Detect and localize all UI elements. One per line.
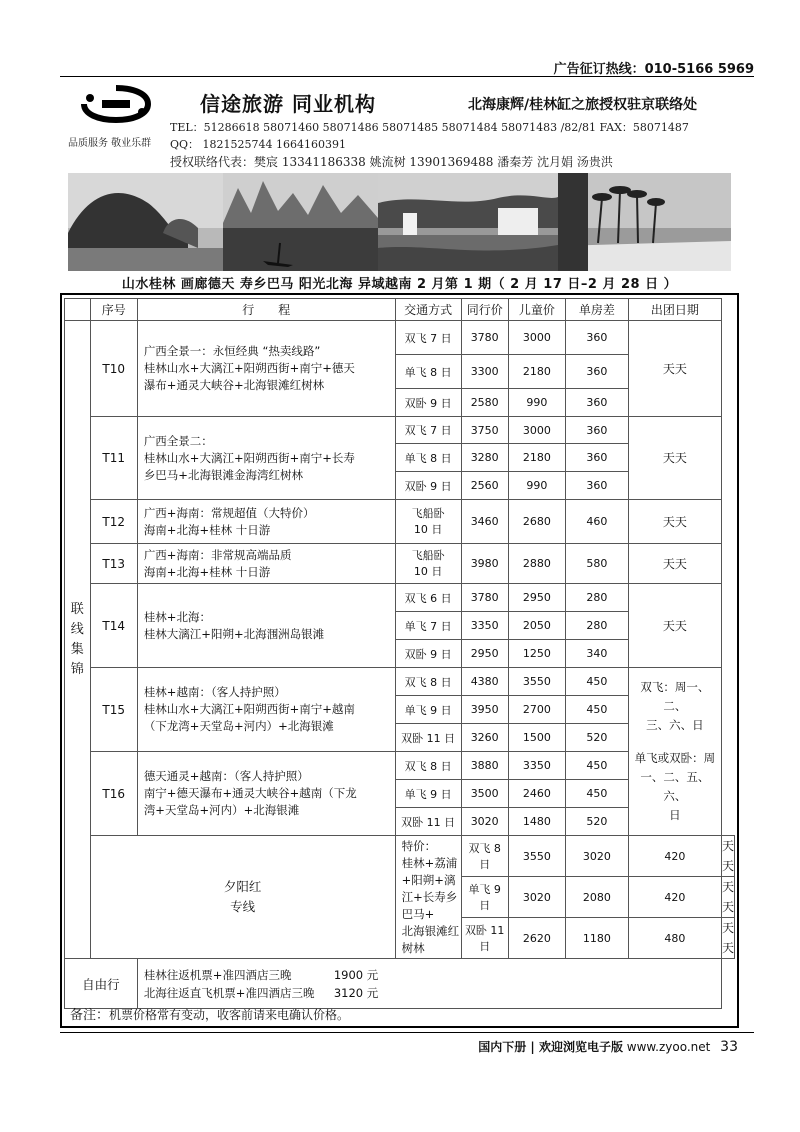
detian-waterfall-photo [378, 173, 558, 271]
table-row [65, 544, 735, 584]
elephant-trunk-hill-photo [68, 173, 223, 271]
child-price: 3550 [508, 668, 565, 696]
transport: 双卧 11 日 [461, 918, 508, 959]
child-price: 1250 [508, 640, 565, 668]
departure-dates: 天天 [628, 417, 721, 500]
beihai-beach-photo [558, 173, 731, 271]
child-price: 3000 [508, 321, 565, 355]
trade-price: 3880 [461, 752, 508, 780]
transport: 单飞 7 日 [395, 612, 461, 640]
single-supplement: 360 [565, 472, 628, 500]
single-supplement: 580 [565, 544, 628, 584]
trade-price: 3550 [508, 836, 565, 877]
child-price: 2700 [508, 696, 565, 724]
departure-dates: 天天 [721, 836, 734, 877]
transport: 双飞 8 日 [395, 752, 461, 780]
trade-price: 3300 [461, 355, 508, 389]
child-price: 3000 [508, 417, 565, 444]
child-price: 2180 [508, 444, 565, 472]
transport: 双卧 11 日 [395, 808, 461, 836]
table-row [65, 321, 735, 355]
trade-price: 3980 [461, 544, 508, 584]
single-supplement: 460 [565, 500, 628, 544]
table-row [65, 959, 735, 1009]
transport: 双卧 9 日 [395, 389, 461, 417]
tour-code: T12 [90, 500, 137, 544]
trade-price: 3280 [461, 444, 508, 472]
tour-code: T16 [90, 752, 137, 836]
free-travel-label: 自由行 [65, 959, 138, 1009]
table-row [65, 500, 735, 544]
single-supplement: 450 [565, 696, 628, 724]
transport: 单飞 9 日 [461, 877, 508, 918]
tour-code: T11 [90, 417, 137, 500]
transport: 双飞 8 日 [461, 836, 508, 877]
single-supplement: 520 [565, 808, 628, 836]
transport: 单飞 9 日 [395, 780, 461, 808]
top-divider [60, 76, 754, 77]
tour-route: 桂林+北海： 桂林大漓江+阳朔+北海涠洲岛银滩 [137, 584, 395, 668]
child-price: 2460 [508, 780, 565, 808]
child-price: 990 [508, 472, 565, 500]
transport: 飞船卧 10 日 [395, 500, 461, 544]
child-price: 3020 [565, 836, 628, 877]
col-header-trade-price: 同行价 [461, 299, 508, 321]
child-price: 2080 [565, 877, 628, 918]
single-supplement: 280 [565, 584, 628, 612]
remarks [70, 1004, 349, 1023]
departure-dates: 天天 [628, 500, 721, 544]
page-footer [478, 1038, 738, 1055]
table-header-row [65, 299, 735, 321]
single-supplement: 450 [565, 668, 628, 696]
trade-price: 2560 [461, 472, 508, 500]
tour-code: T13 [90, 544, 137, 584]
transport: 双卧 9 日 [395, 640, 461, 668]
child-price: 1500 [508, 724, 565, 752]
transport: 双飞 7 日 [395, 417, 461, 444]
departure-dates: 天天 [628, 321, 721, 417]
single-supplement: 450 [565, 780, 628, 808]
office-name: 北海康辉/桂林缸之旅授权驻京联络处 [468, 97, 698, 113]
trade-price: 4380 [461, 668, 508, 696]
trade-price: 3260 [461, 724, 508, 752]
tour-route: 广西全景一：永恒经典 “热卖线路” 桂林山水+大漓江+阳朔西街+南宁+德天 瀑布+通灵大峡谷+北海银滩红树林 [137, 321, 395, 417]
li-river-photo [223, 173, 378, 271]
agency-name: 信途旅游 同业机构 [200, 92, 376, 116]
transport: 双卧 11 日 [395, 724, 461, 752]
trade-price: 3020 [508, 877, 565, 918]
free-travel-packages: 桂林往返机票+准四酒店三晚 1900 元 北海往返直飞机票+准四酒店三晚 3120 元 [137, 959, 721, 1009]
single-supplement: 280 [565, 612, 628, 640]
remarks-label: 备注： [70, 1008, 110, 1023]
trade-price: 3750 [461, 417, 508, 444]
single-supplement: 420 [628, 877, 721, 918]
single-supplement: 520 [565, 724, 628, 752]
trade-price: 3460 [461, 500, 508, 544]
scenery-photo-strip [68, 173, 731, 271]
child-price: 1480 [508, 808, 565, 836]
single-supplement: 480 [628, 918, 721, 959]
group-header-cell [65, 299, 91, 321]
ad-hotline: 广告征订热线：010-5166 5969 [553, 62, 754, 77]
child-price: 2180 [508, 355, 565, 389]
footer-website[interactable]: www.zyoo.net [626, 1040, 711, 1054]
departure-dates: 天天 [628, 544, 721, 584]
page-number: 33 [720, 1039, 738, 1055]
col-header-child-price: 儿童价 [508, 299, 565, 321]
issue-period-banner: 山水桂林 画廊德天 寿乡巴马 阳光北海 异域越南 2 月第 1 期（ 2 月 17 日–2 月 28 日 ） [121, 277, 678, 292]
child-price: 2680 [508, 500, 565, 544]
group-label-combined-routes: 联 线 集 锦 [65, 321, 91, 959]
slogan: 品质服务 敬业乐群 [68, 138, 152, 149]
table-row [65, 668, 735, 696]
footer-divider [60, 1032, 754, 1033]
single-supplement: 450 [565, 752, 628, 780]
table-row [65, 584, 735, 612]
vietnam-departure-schedule: 双飞：周一、二、 三、六、日 单飞或双卧：周 一、二、五、六、 日 [628, 668, 721, 836]
tour-route: 广西全景二： 桂林山水+大漓江+阳朔西街+南宁+长寿 乡巴马+北海银滩金海湾红树林 [137, 417, 395, 500]
transport: 双卧 9 日 [395, 472, 461, 500]
single-supplement: 360 [565, 355, 628, 389]
tour-code: T10 [90, 321, 137, 417]
transport: 双飞 7 日 [395, 321, 461, 355]
transport: 单飞 8 日 [395, 355, 461, 389]
trade-price: 3500 [461, 780, 508, 808]
trade-price: 3020 [461, 808, 508, 836]
col-header-code: 序号 [90, 299, 137, 321]
child-price: 2950 [508, 584, 565, 612]
single-supplement: 340 [565, 640, 628, 668]
trade-price: 3780 [461, 584, 508, 612]
trade-price: 2620 [508, 918, 565, 959]
child-price: 2050 [508, 612, 565, 640]
single-supplement: 360 [565, 444, 628, 472]
table-row [65, 417, 735, 444]
transport: 飞船卧 10 日 [395, 544, 461, 584]
single-supplement: 420 [628, 836, 721, 877]
transport: 单飞 8 日 [395, 444, 461, 472]
tour-route: 广西+海南：非常规高端品质 海南+北海+桂林 十日游 [137, 544, 395, 584]
child-price: 1180 [565, 918, 628, 959]
col-header-single-supplement: 单房差 [565, 299, 628, 321]
tour-price-table [64, 298, 735, 1009]
transport: 双飞 8 日 [395, 668, 461, 696]
col-header-route: 行 程 [137, 299, 395, 321]
sunset-special-label: 夕阳红 专线 [90, 836, 395, 959]
departure-dates: 天天 [628, 584, 721, 668]
transport: 双飞 6 日 [395, 584, 461, 612]
telephone-line: TEL：51286618 58071460 58071486 58071485 58071484 58071483 /82/81 FAX：58071487 [170, 121, 689, 134]
col-header-departure: 出团日期 [628, 299, 721, 321]
trade-price: 2580 [461, 389, 508, 417]
single-supplement: 360 [565, 321, 628, 355]
col-header-transport: 交通方式 [395, 299, 461, 321]
tour-code: T15 [90, 668, 137, 752]
remarks-text: 机票价格常有变动，收客前请来电确认价格。 [109, 1008, 350, 1022]
single-supplement: 360 [565, 389, 628, 417]
table-row [65, 836, 735, 877]
tour-route: 德天通灵+越南：（客人持护照） 南宁+德天瀑布+通灵大峡谷+越南（下龙 湾+天堂岛+河内）+北海银滩 [137, 752, 395, 836]
footer-section: 国内下册 | 欢迎浏览电子版 [478, 1040, 623, 1054]
tour-route: 桂林+越南：（客人持护照） 桂林山水+大漓江+阳朔西街+南宁+越南 （下龙湾+天堂岛+河内）+北海银滩 [137, 668, 395, 752]
qq-line: QQ： 1821525744 1664160391 [170, 138, 346, 151]
trade-price: 2950 [461, 640, 508, 668]
agency-logo [76, 84, 156, 124]
departure-dates: 天天 [721, 877, 734, 918]
trade-price: 3950 [461, 696, 508, 724]
trade-price: 3780 [461, 321, 508, 355]
representatives-line: 授权联络代表：樊宸 13341186338 姚流树 13901369488 潘秦芳 沈月娟 汤贵洪 [170, 155, 613, 169]
tour-code: T14 [90, 584, 137, 668]
trade-price: 3350 [461, 612, 508, 640]
tour-route: 广西+海南：常规超值（大特价） 海南+北海+桂林 十日游 [137, 500, 395, 544]
transport: 单飞 9 日 [395, 696, 461, 724]
child-price: 3350 [508, 752, 565, 780]
departure-dates: 天天 [721, 918, 734, 959]
child-price: 990 [508, 389, 565, 417]
tour-route: 特价： 桂林+荔浦+阳朔+漓江+长寿乡巴马+ 北海银滩红树林 [395, 836, 461, 959]
single-supplement: 360 [565, 417, 628, 444]
child-price: 2880 [508, 544, 565, 584]
